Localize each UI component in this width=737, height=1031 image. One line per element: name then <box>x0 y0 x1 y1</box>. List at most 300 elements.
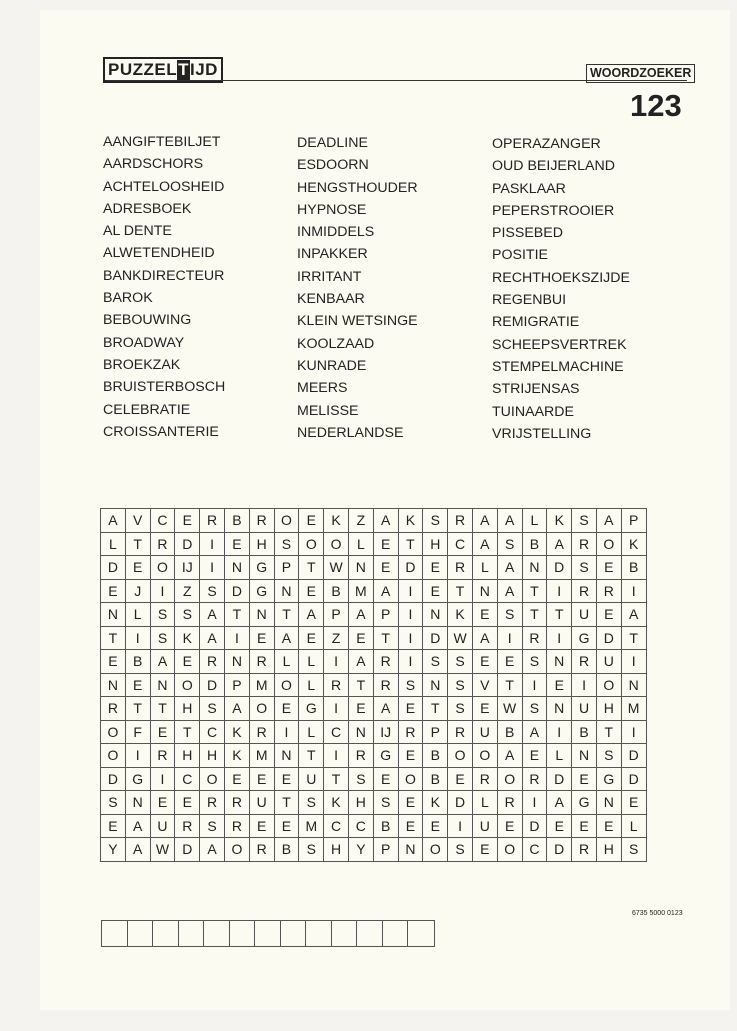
grid-cell[interactable]: I <box>547 720 572 744</box>
grid-cell[interactable]: R <box>522 626 547 650</box>
grid-cell[interactable]: S <box>572 509 597 533</box>
grid-cell[interactable]: L <box>472 556 497 580</box>
grid-cell[interactable]: R <box>472 767 497 791</box>
grid-cell[interactable]: P <box>373 603 398 627</box>
grid-cell[interactable]: E <box>125 673 150 697</box>
grid-cell[interactable]: S <box>398 673 423 697</box>
grid-cell[interactable]: G <box>572 791 597 815</box>
grid-cell[interactable]: D <box>423 626 448 650</box>
grid-cell[interactable]: N <box>101 673 126 697</box>
grid-cell[interactable]: H <box>175 744 200 768</box>
grid-cell[interactable]: T <box>175 720 200 744</box>
grid-cell[interactable]: C <box>150 509 175 533</box>
grid-cell[interactable]: W <box>324 556 349 580</box>
grid-cell[interactable]: E <box>224 532 249 556</box>
grid-cell[interactable]: S <box>200 579 225 603</box>
grid-cell[interactable]: K <box>621 532 646 556</box>
grid-cell[interactable]: L <box>299 673 324 697</box>
grid-cell[interactable]: O <box>324 532 349 556</box>
grid-cell[interactable]: N <box>547 650 572 674</box>
grid-cell[interactable]: N <box>348 720 373 744</box>
grid-cell[interactable]: R <box>224 791 249 815</box>
answer-box[interactable] <box>306 921 332 946</box>
grid-cell[interactable]: O <box>249 697 274 721</box>
grid-cell[interactable]: T <box>373 626 398 650</box>
answer-box[interactable] <box>281 921 307 946</box>
answer-box[interactable] <box>383 921 409 946</box>
grid-cell[interactable]: E <box>274 697 299 721</box>
answer-box[interactable] <box>153 921 179 946</box>
answer-box[interactable] <box>102 921 128 946</box>
grid-cell[interactable]: L <box>101 532 126 556</box>
grid-cell[interactable]: O <box>101 720 126 744</box>
grid-cell[interactable]: D <box>101 767 126 791</box>
grid-cell[interactable]: K <box>448 603 473 627</box>
grid-cell[interactable]: L <box>472 791 497 815</box>
grid-cell[interactable]: K <box>547 509 572 533</box>
answer-box[interactable] <box>179 921 205 946</box>
grid-cell[interactable]: E <box>373 767 398 791</box>
grid-cell[interactable]: T <box>398 532 423 556</box>
answer-box[interactable] <box>128 921 154 946</box>
grid-cell[interactable]: A <box>348 603 373 627</box>
grid-cell[interactable]: N <box>596 791 621 815</box>
grid-cell[interactable]: Z <box>348 509 373 533</box>
grid-cell[interactable]: M <box>249 673 274 697</box>
grid-cell[interactable]: O <box>448 744 473 768</box>
grid-cell[interactable]: L <box>621 814 646 838</box>
grid-cell[interactable]: S <box>522 650 547 674</box>
grid-cell[interactable]: A <box>522 720 547 744</box>
grid-cell[interactable]: K <box>398 509 423 533</box>
grid-cell[interactable]: R <box>572 579 597 603</box>
grid-cell[interactable]: A <box>373 697 398 721</box>
grid-cell[interactable]: P <box>373 838 398 862</box>
grid-cell[interactable]: L <box>299 720 324 744</box>
grid-cell[interactable]: E <box>274 767 299 791</box>
grid-cell[interactable]: R <box>596 579 621 603</box>
grid-cell[interactable]: R <box>448 509 473 533</box>
grid-cell[interactable]: N <box>274 744 299 768</box>
grid-cell[interactable]: B <box>423 744 448 768</box>
grid-cell[interactable]: F <box>125 720 150 744</box>
grid-cell[interactable]: A <box>547 532 572 556</box>
grid-cell[interactable]: E <box>249 814 274 838</box>
grid-cell[interactable]: R <box>572 838 597 862</box>
grid-cell[interactable]: L <box>547 744 572 768</box>
grid-cell[interactable]: R <box>175 814 200 838</box>
grid-cell[interactable]: D <box>547 767 572 791</box>
grid-cell[interactable]: E <box>472 650 497 674</box>
grid-cell[interactable]: M <box>621 697 646 721</box>
grid-cell[interactable]: S <box>621 838 646 862</box>
grid-cell[interactable]: I <box>200 556 225 580</box>
grid-cell[interactable]: P <box>423 720 448 744</box>
grid-cell[interactable]: E <box>299 509 324 533</box>
grid-cell[interactable]: E <box>274 814 299 838</box>
grid-cell[interactable]: R <box>200 791 225 815</box>
grid-cell[interactable]: D <box>621 767 646 791</box>
grid-cell[interactable]: M <box>299 814 324 838</box>
grid-cell[interactable]: T <box>596 720 621 744</box>
grid-cell[interactable]: E <box>472 838 497 862</box>
grid-cell[interactable]: O <box>398 767 423 791</box>
grid-cell[interactable]: B <box>324 579 349 603</box>
grid-cell[interactable]: D <box>398 556 423 580</box>
grid-cell[interactable]: E <box>150 720 175 744</box>
grid-cell[interactable]: S <box>373 791 398 815</box>
grid-cell[interactable]: S <box>497 532 522 556</box>
grid-cell[interactable]: W <box>497 697 522 721</box>
grid-cell[interactable]: R <box>200 650 225 674</box>
grid-cell[interactable]: A <box>200 626 225 650</box>
grid-cell[interactable]: E <box>596 814 621 838</box>
grid-cell[interactable]: W <box>150 838 175 862</box>
grid-cell[interactable]: I <box>522 673 547 697</box>
grid-cell[interactable]: N <box>572 744 597 768</box>
grid-cell[interactable]: G <box>596 767 621 791</box>
grid-cell[interactable]: I <box>621 579 646 603</box>
grid-cell[interactable]: E <box>596 603 621 627</box>
grid-cell[interactable]: E <box>621 791 646 815</box>
grid-cell[interactable]: E <box>522 744 547 768</box>
grid-cell[interactable]: A <box>299 603 324 627</box>
grid-cell[interactable]: R <box>249 650 274 674</box>
grid-cell[interactable]: V <box>125 509 150 533</box>
grid-cell[interactable]: H <box>348 791 373 815</box>
grid-cell[interactable]: R <box>522 767 547 791</box>
grid-cell[interactable]: R <box>249 720 274 744</box>
grid-cell[interactable]: O <box>472 744 497 768</box>
grid-cell[interactable]: R <box>101 697 126 721</box>
grid-cell[interactable]: E <box>249 767 274 791</box>
grid-cell[interactable]: K <box>423 791 448 815</box>
grid-cell[interactable]: N <box>224 556 249 580</box>
answer-box[interactable] <box>332 921 358 946</box>
grid-cell[interactable]: IJ <box>175 556 200 580</box>
grid-cell[interactable]: R <box>373 673 398 697</box>
grid-cell[interactable]: B <box>274 838 299 862</box>
grid-cell[interactable]: H <box>596 838 621 862</box>
grid-cell[interactable]: T <box>150 697 175 721</box>
grid-cell[interactable]: I <box>150 767 175 791</box>
grid-cell[interactable]: S <box>596 744 621 768</box>
grid-cell[interactable]: A <box>224 697 249 721</box>
grid-cell[interactable]: T <box>324 767 349 791</box>
grid-cell[interactable]: H <box>175 697 200 721</box>
grid-cell[interactable]: N <box>249 603 274 627</box>
grid-cell[interactable]: L <box>299 650 324 674</box>
grid-cell[interactable]: T <box>125 697 150 721</box>
grid-cell[interactable]: U <box>572 603 597 627</box>
grid-cell[interactable]: M <box>249 744 274 768</box>
grid-cell[interactable]: E <box>497 814 522 838</box>
grid-cell[interactable]: S <box>497 603 522 627</box>
grid-cell[interactable]: K <box>175 626 200 650</box>
grid-cell[interactable]: O <box>150 556 175 580</box>
grid-cell[interactable]: L <box>522 509 547 533</box>
grid-cell[interactable]: A <box>125 814 150 838</box>
grid-cell[interactable]: I <box>572 673 597 697</box>
grid-cell[interactable]: O <box>596 673 621 697</box>
grid-cell[interactable]: R <box>348 744 373 768</box>
grid-cell[interactable]: N <box>274 579 299 603</box>
grid-cell[interactable]: N <box>150 673 175 697</box>
grid-cell[interactable]: D <box>522 814 547 838</box>
answer-box[interactable] <box>230 921 256 946</box>
grid-cell[interactable]: O <box>299 532 324 556</box>
grid-cell[interactable]: I <box>497 626 522 650</box>
grid-cell[interactable]: E <box>175 791 200 815</box>
grid-cell[interactable]: B <box>497 720 522 744</box>
grid-cell[interactable]: E <box>373 556 398 580</box>
grid-cell[interactable]: C <box>348 814 373 838</box>
grid-cell[interactable]: U <box>472 814 497 838</box>
grid-cell[interactable]: I <box>621 720 646 744</box>
grid-cell[interactable]: A <box>125 838 150 862</box>
grid-cell[interactable]: T <box>448 579 473 603</box>
grid-cell[interactable]: O <box>200 767 225 791</box>
grid-cell[interactable]: I <box>547 579 572 603</box>
grid-cell[interactable]: S <box>448 673 473 697</box>
grid-cell[interactable]: E <box>547 673 572 697</box>
grid-cell[interactable]: C <box>324 720 349 744</box>
grid-cell[interactable]: R <box>200 509 225 533</box>
grid-cell[interactable]: A <box>200 838 225 862</box>
grid-cell[interactable]: L <box>348 532 373 556</box>
grid-cell[interactable]: E <box>572 767 597 791</box>
grid-cell[interactable]: Y <box>348 838 373 862</box>
grid-cell[interactable]: T <box>224 603 249 627</box>
grid-cell[interactable]: S <box>150 626 175 650</box>
grid-cell[interactable]: E <box>448 767 473 791</box>
grid-cell[interactable]: R <box>324 673 349 697</box>
grid-cell[interactable]: H <box>423 532 448 556</box>
grid-cell[interactable]: P <box>621 509 646 533</box>
grid-cell[interactable]: P <box>324 603 349 627</box>
grid-cell[interactable]: N <box>423 673 448 697</box>
grid-cell[interactable]: O <box>274 673 299 697</box>
grid-cell[interactable]: E <box>398 744 423 768</box>
grid-cell[interactable]: G <box>373 744 398 768</box>
grid-cell[interactable]: P <box>274 556 299 580</box>
grid-cell[interactable]: S <box>175 603 200 627</box>
grid-cell[interactable]: S <box>274 532 299 556</box>
grid-cell[interactable]: E <box>472 603 497 627</box>
grid-cell[interactable]: T <box>547 603 572 627</box>
grid-cell[interactable]: A <box>497 556 522 580</box>
grid-cell[interactable]: T <box>274 791 299 815</box>
grid-cell[interactable]: R <box>398 720 423 744</box>
grid-cell[interactable]: A <box>373 509 398 533</box>
grid-cell[interactable]: I <box>398 603 423 627</box>
grid-cell[interactable]: I <box>324 697 349 721</box>
grid-cell[interactable]: B <box>522 532 547 556</box>
grid-cell[interactable]: E <box>373 532 398 556</box>
grid-cell[interactable]: O <box>274 509 299 533</box>
grid-cell[interactable]: A <box>472 509 497 533</box>
grid-cell[interactable]: U <box>472 720 497 744</box>
grid-cell[interactable]: T <box>522 579 547 603</box>
grid-cell[interactable]: L <box>125 603 150 627</box>
grid-cell[interactable]: E <box>497 650 522 674</box>
answer-box[interactable] <box>204 921 230 946</box>
grid-cell[interactable]: E <box>572 814 597 838</box>
grid-cell[interactable]: N <box>621 673 646 697</box>
grid-cell[interactable]: E <box>101 814 126 838</box>
grid-cell[interactable]: I <box>125 626 150 650</box>
grid-cell[interactable]: N <box>224 650 249 674</box>
grid-cell[interactable]: D <box>621 744 646 768</box>
grid-cell[interactable]: G <box>249 579 274 603</box>
grid-cell[interactable]: B <box>572 720 597 744</box>
grid-cell[interactable]: B <box>373 814 398 838</box>
grid-cell[interactable]: E <box>175 650 200 674</box>
grid-cell[interactable]: B <box>621 556 646 580</box>
grid-cell[interactable]: S <box>348 767 373 791</box>
grid-cell[interactable]: S <box>448 697 473 721</box>
grid-cell[interactable]: E <box>348 626 373 650</box>
grid-cell[interactable]: G <box>572 626 597 650</box>
grid-cell[interactable]: R <box>150 744 175 768</box>
grid-cell[interactable]: N <box>101 603 126 627</box>
grid-cell[interactable]: S <box>423 650 448 674</box>
grid-cell[interactable]: I <box>398 650 423 674</box>
grid-cell[interactable]: T <box>299 556 324 580</box>
grid-cell[interactable]: B <box>125 650 150 674</box>
grid-cell[interactable]: S <box>299 791 324 815</box>
grid-cell[interactable]: I <box>522 791 547 815</box>
grid-cell[interactable]: A <box>150 650 175 674</box>
grid-cell[interactable]: V <box>472 673 497 697</box>
grid-cell[interactable]: T <box>348 673 373 697</box>
grid-cell[interactable]: S <box>200 814 225 838</box>
grid-cell[interactable]: J <box>125 579 150 603</box>
grid-cell[interactable]: S <box>200 697 225 721</box>
grid-cell[interactable]: G <box>299 697 324 721</box>
grid-cell[interactable]: N <box>547 697 572 721</box>
grid-cell[interactable]: E <box>150 791 175 815</box>
grid-cell[interactable]: C <box>522 838 547 862</box>
grid-cell[interactable]: R <box>572 532 597 556</box>
grid-cell[interactable]: S <box>572 556 597 580</box>
grid-cell[interactable]: O <box>101 744 126 768</box>
grid-cell[interactable]: K <box>324 509 349 533</box>
grid-cell[interactable]: C <box>175 767 200 791</box>
grid-cell[interactable]: S <box>522 697 547 721</box>
grid-cell[interactable]: S <box>423 509 448 533</box>
grid-cell[interactable]: W <box>448 626 473 650</box>
grid-cell[interactable]: E <box>398 814 423 838</box>
grid-cell[interactable]: K <box>224 720 249 744</box>
grid-cell[interactable]: N <box>125 791 150 815</box>
grid-cell[interactable]: U <box>249 791 274 815</box>
grid-cell[interactable]: I <box>448 814 473 838</box>
grid-cell[interactable]: U <box>596 650 621 674</box>
grid-cell[interactable]: I <box>200 532 225 556</box>
answer-box[interactable] <box>357 921 383 946</box>
grid-cell[interactable]: D <box>596 626 621 650</box>
grid-cell[interactable]: P <box>224 673 249 697</box>
grid-cell[interactable]: H <box>249 532 274 556</box>
grid-cell[interactable]: H <box>324 838 349 862</box>
grid-cell[interactable]: N <box>423 603 448 627</box>
grid-cell[interactable]: I <box>324 650 349 674</box>
grid-cell[interactable]: A <box>497 744 522 768</box>
grid-cell[interactable]: C <box>448 532 473 556</box>
grid-cell[interactable]: R <box>497 791 522 815</box>
grid-cell[interactable]: R <box>373 650 398 674</box>
grid-cell[interactable]: O <box>596 532 621 556</box>
grid-cell[interactable]: E <box>101 650 126 674</box>
grid-cell[interactable]: E <box>348 697 373 721</box>
grid-cell[interactable]: D <box>547 556 572 580</box>
grid-cell[interactable]: B <box>224 509 249 533</box>
grid-cell[interactable]: I <box>224 626 249 650</box>
grid-cell[interactable]: E <box>299 579 324 603</box>
grid-cell[interactable]: D <box>224 579 249 603</box>
grid-cell[interactable]: R <box>224 814 249 838</box>
grid-cell[interactable]: E <box>423 556 448 580</box>
grid-cell[interactable]: I <box>125 744 150 768</box>
grid-cell[interactable]: R <box>249 509 274 533</box>
grid-cell[interactable]: R <box>150 532 175 556</box>
grid-cell[interactable]: A <box>373 579 398 603</box>
grid-cell[interactable]: T <box>423 697 448 721</box>
grid-cell[interactable]: A <box>497 509 522 533</box>
grid-cell[interactable]: E <box>101 579 126 603</box>
grid-cell[interactable]: S <box>150 603 175 627</box>
grid-cell[interactable]: D <box>175 838 200 862</box>
grid-cell[interactable]: H <box>596 697 621 721</box>
grid-cell[interactable]: A <box>348 650 373 674</box>
grid-cell[interactable]: E <box>596 556 621 580</box>
grid-cell[interactable]: I <box>398 626 423 650</box>
grid-cell[interactable]: A <box>547 791 572 815</box>
grid-cell[interactable]: I <box>324 744 349 768</box>
grid-cell[interactable]: G <box>125 767 150 791</box>
grid-cell[interactable]: G <box>249 556 274 580</box>
grid-cell[interactable]: E <box>423 814 448 838</box>
grid-cell[interactable]: Z <box>324 626 349 650</box>
grid-cell[interactable]: C <box>324 814 349 838</box>
grid-cell[interactable]: H <box>200 744 225 768</box>
grid-cell[interactable]: I <box>547 626 572 650</box>
grid-cell[interactable]: L <box>274 650 299 674</box>
grid-cell[interactable]: I <box>150 579 175 603</box>
grid-cell[interactable]: O <box>175 673 200 697</box>
answer-box[interactable] <box>408 921 434 946</box>
grid-cell[interactable]: D <box>101 556 126 580</box>
grid-cell[interactable]: N <box>398 838 423 862</box>
grid-cell[interactable]: E <box>398 697 423 721</box>
grid-cell[interactable]: O <box>497 767 522 791</box>
grid-cell[interactable]: I <box>621 650 646 674</box>
grid-cell[interactable]: D <box>175 532 200 556</box>
grid-cell[interactable]: U <box>572 697 597 721</box>
grid-cell[interactable]: N <box>522 556 547 580</box>
grid-cell[interactable]: T <box>522 603 547 627</box>
grid-cell[interactable]: N <box>348 556 373 580</box>
grid-cell[interactable]: D <box>200 673 225 697</box>
grid-cell[interactable]: Z <box>175 579 200 603</box>
grid-cell[interactable]: I <box>274 720 299 744</box>
grid-cell[interactable]: E <box>224 767 249 791</box>
grid-cell[interactable]: E <box>547 814 572 838</box>
grid-cell[interactable]: A <box>621 603 646 627</box>
grid-cell[interactable]: E <box>299 626 324 650</box>
grid-cell[interactable]: E <box>175 509 200 533</box>
